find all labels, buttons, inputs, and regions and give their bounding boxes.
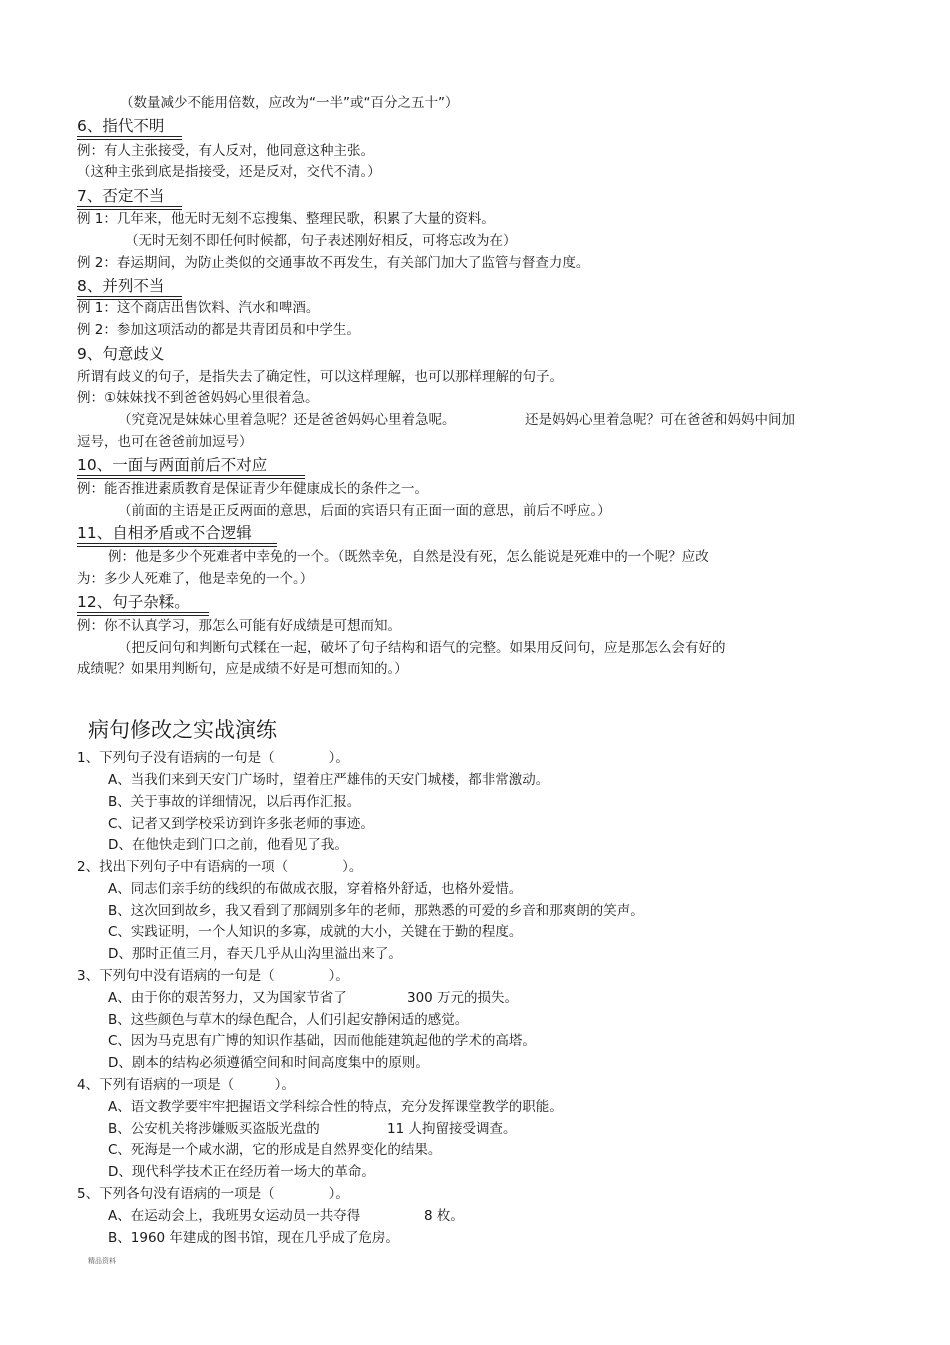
note-top: （数量减少不能用倍数，应改为“一半”或“百分之五十”） — [120, 95, 459, 111]
section-6-underline — [77, 136, 182, 140]
q3-option-b: B、这些颜色与草木的绿色配合，人们引起安静闲适的感觉。 — [108, 1012, 469, 1028]
q2-option-a: A、同志们亲手纺的线织的布做成衣服，穿着格外舒适，也格外爱惜。 — [108, 881, 523, 897]
section-10-example: 例：能否推进素质教育是保证青少年健康成长的条件之一。 — [77, 481, 428, 497]
q3-option-a: A、由于你的艰苦努力，又为国家节省了 — [108, 990, 347, 1006]
section-9-note-b: 还是妈妈心里着急呢？可在爸爸和妈妈中间加 — [525, 412, 795, 428]
section-7-example-1: 例 1：几年来，他无时无刻不忘搜集、整理民歌，积累了大量的资料。 — [77, 211, 495, 227]
q4-option-b-cont: 11 人拘留接受调查。 — [387, 1121, 517, 1137]
q3-option-c: C、因为马克思有广博的知识作基础，因而他能建筑起他的学术的高塔。 — [108, 1033, 536, 1049]
q5-option-b: B、1960 年建成的图书馆，现在几乎成了危房。 — [108, 1230, 399, 1246]
section-12-underline — [77, 612, 209, 616]
q2-option-d: D、那时正值三月，春天几乎从山沟里溢出来了。 — [108, 946, 402, 962]
section-8-example-1: 例 1：这个商店出售饮料、汽水和啤酒。 — [77, 300, 320, 316]
section-9-title: 9、句意歧义 — [77, 345, 165, 363]
section-9-definition: 所谓有歧义的句子，是指失去了确定性，可以这样理解，也可以那样理解的句子。 — [77, 369, 563, 385]
section-7-note: （无时无刻不即任何时候都，句子表述刚好相反，可将忘改为在） — [125, 233, 517, 249]
practice-title: 病句修改之实战演练 — [88, 718, 277, 742]
section-6-example: 例：有人主张接受，有人反对，他同意这种主张。 — [77, 143, 374, 159]
q4-option-d: D、现代科学技术正在经历着一场大的革命。 — [108, 1164, 375, 1180]
q2-option-b: B、这次回到故乡，我又看到了那阔别多年的老师，那熟悉的可爱的乡音和那爽朗的笑声。 — [108, 903, 644, 919]
q5-option-a: A、在运动会上，我班男女运动员一共夺得 — [108, 1208, 361, 1224]
section-10-title: 10、一面与两面前后不对应 — [77, 456, 268, 474]
q5-option-a-cont: 8 枚。 — [424, 1208, 464, 1224]
section-6-title: 6、指代不明 — [77, 117, 165, 135]
section-11-title: 11、自相矛盾或不合逻辑 — [77, 524, 252, 542]
section-9-note-a: （究竟况是妹妹心里着急呢？还是爸爸妈妈心里着急呢。 — [118, 412, 456, 428]
section-12-example: 例：你不认真学习，那怎么可能有好成绩是可想而知。 — [77, 618, 401, 634]
section-9-note-cont: 逗号，也可在爸爸前加逗号） — [77, 434, 253, 450]
q4-option-b: B、公安机关将涉嫌贩买盗版光盘的 — [108, 1121, 320, 1137]
section-8-title: 8、并列不当 — [77, 277, 165, 295]
q1-option-a: A、当我们来到天安门广场时，望着庄严雄伟的天安门城楼，都非常激动。 — [108, 772, 550, 788]
section-7-example-2: 例 2：春运期间，为防止类似的交通事故不再发生，有关部门加大了监管与督查力度。 — [77, 255, 590, 271]
section-9-example: 例：①妹妹找不到爸爸妈妈心里很着急。 — [77, 390, 319, 406]
q1-stem: 1、下列句子没有语病的一句是（ ）。 — [77, 750, 349, 766]
q1-option-c: C、记者又到学校采访到许多张老师的事迹。 — [108, 816, 374, 832]
section-12-note-cont: 成绩呢？如果用判断句，应是成绩不好是可想而知的。） — [77, 661, 408, 677]
q5-stem: 5、下列各句没有语病的一项是（ ）。 — [77, 1186, 349, 1202]
q4-stem: 4、下列有语病的一项是（ ）。 — [77, 1077, 295, 1093]
section-6-note: （这种主张到底是指接受，还是反对，交代不清。） — [77, 164, 381, 180]
q3-option-a-cont: 300 万元的损失。 — [407, 990, 519, 1006]
q2-option-c: C、实践证明，一个人知识的多寡，成就的大小，关键在于勤的程度。 — [108, 924, 523, 940]
section-11-underline — [77, 543, 277, 547]
q4-option-a: A、语文教学要牢牢把握语文学科综合性的特点，充分发挥课堂教学的职能。 — [108, 1099, 563, 1115]
q4-option-c: C、死海是一个咸水湖，它的形成是自然界变化的结果。 — [108, 1142, 442, 1158]
section-7-title: 7、否定不当 — [77, 187, 165, 205]
section-10-underline — [77, 475, 305, 479]
section-10-note: （前面的主语是正反两面的意思，后面的宾语只有正面一面的意思，前后不呼应。） — [118, 503, 611, 519]
q1-option-d: D、在他快走到门口之前，他看见了我。 — [108, 837, 348, 853]
section-12-title: 12、句子杂糅。 — [77, 593, 190, 611]
section-8-example-2: 例 2：参加这项活动的都是共青团员和中学生。 — [77, 322, 360, 338]
section-11-example: 例：他是多少个死难者中幸免的一个。（既然幸免，自然是没有死，怎么能说是死难中的一个呢？应改 — [108, 549, 709, 565]
q3-option-d: D、剧本的结构必须遵循空间和时间高度集中的原则。 — [108, 1055, 429, 1071]
section-11-example-cont: 为：多少人死难了，他是幸免的一个。） — [77, 571, 314, 587]
q2-stem: 2、找出下列句子中有语病的一项（ ）。 — [77, 859, 363, 875]
q3-stem: 3、下列句中没有语病的一句是（ ）。 — [77, 968, 349, 984]
footer-mark: 精品资料 — [88, 1257, 116, 1265]
section-12-note: （把反问句和判断句式糅在一起，破坏了句子结构和语气的完整。如果用反问句，应是那怎么会有好的 — [118, 640, 726, 656]
q1-option-b: B、关于事故的详细情况，以后再作汇报。 — [108, 794, 361, 810]
